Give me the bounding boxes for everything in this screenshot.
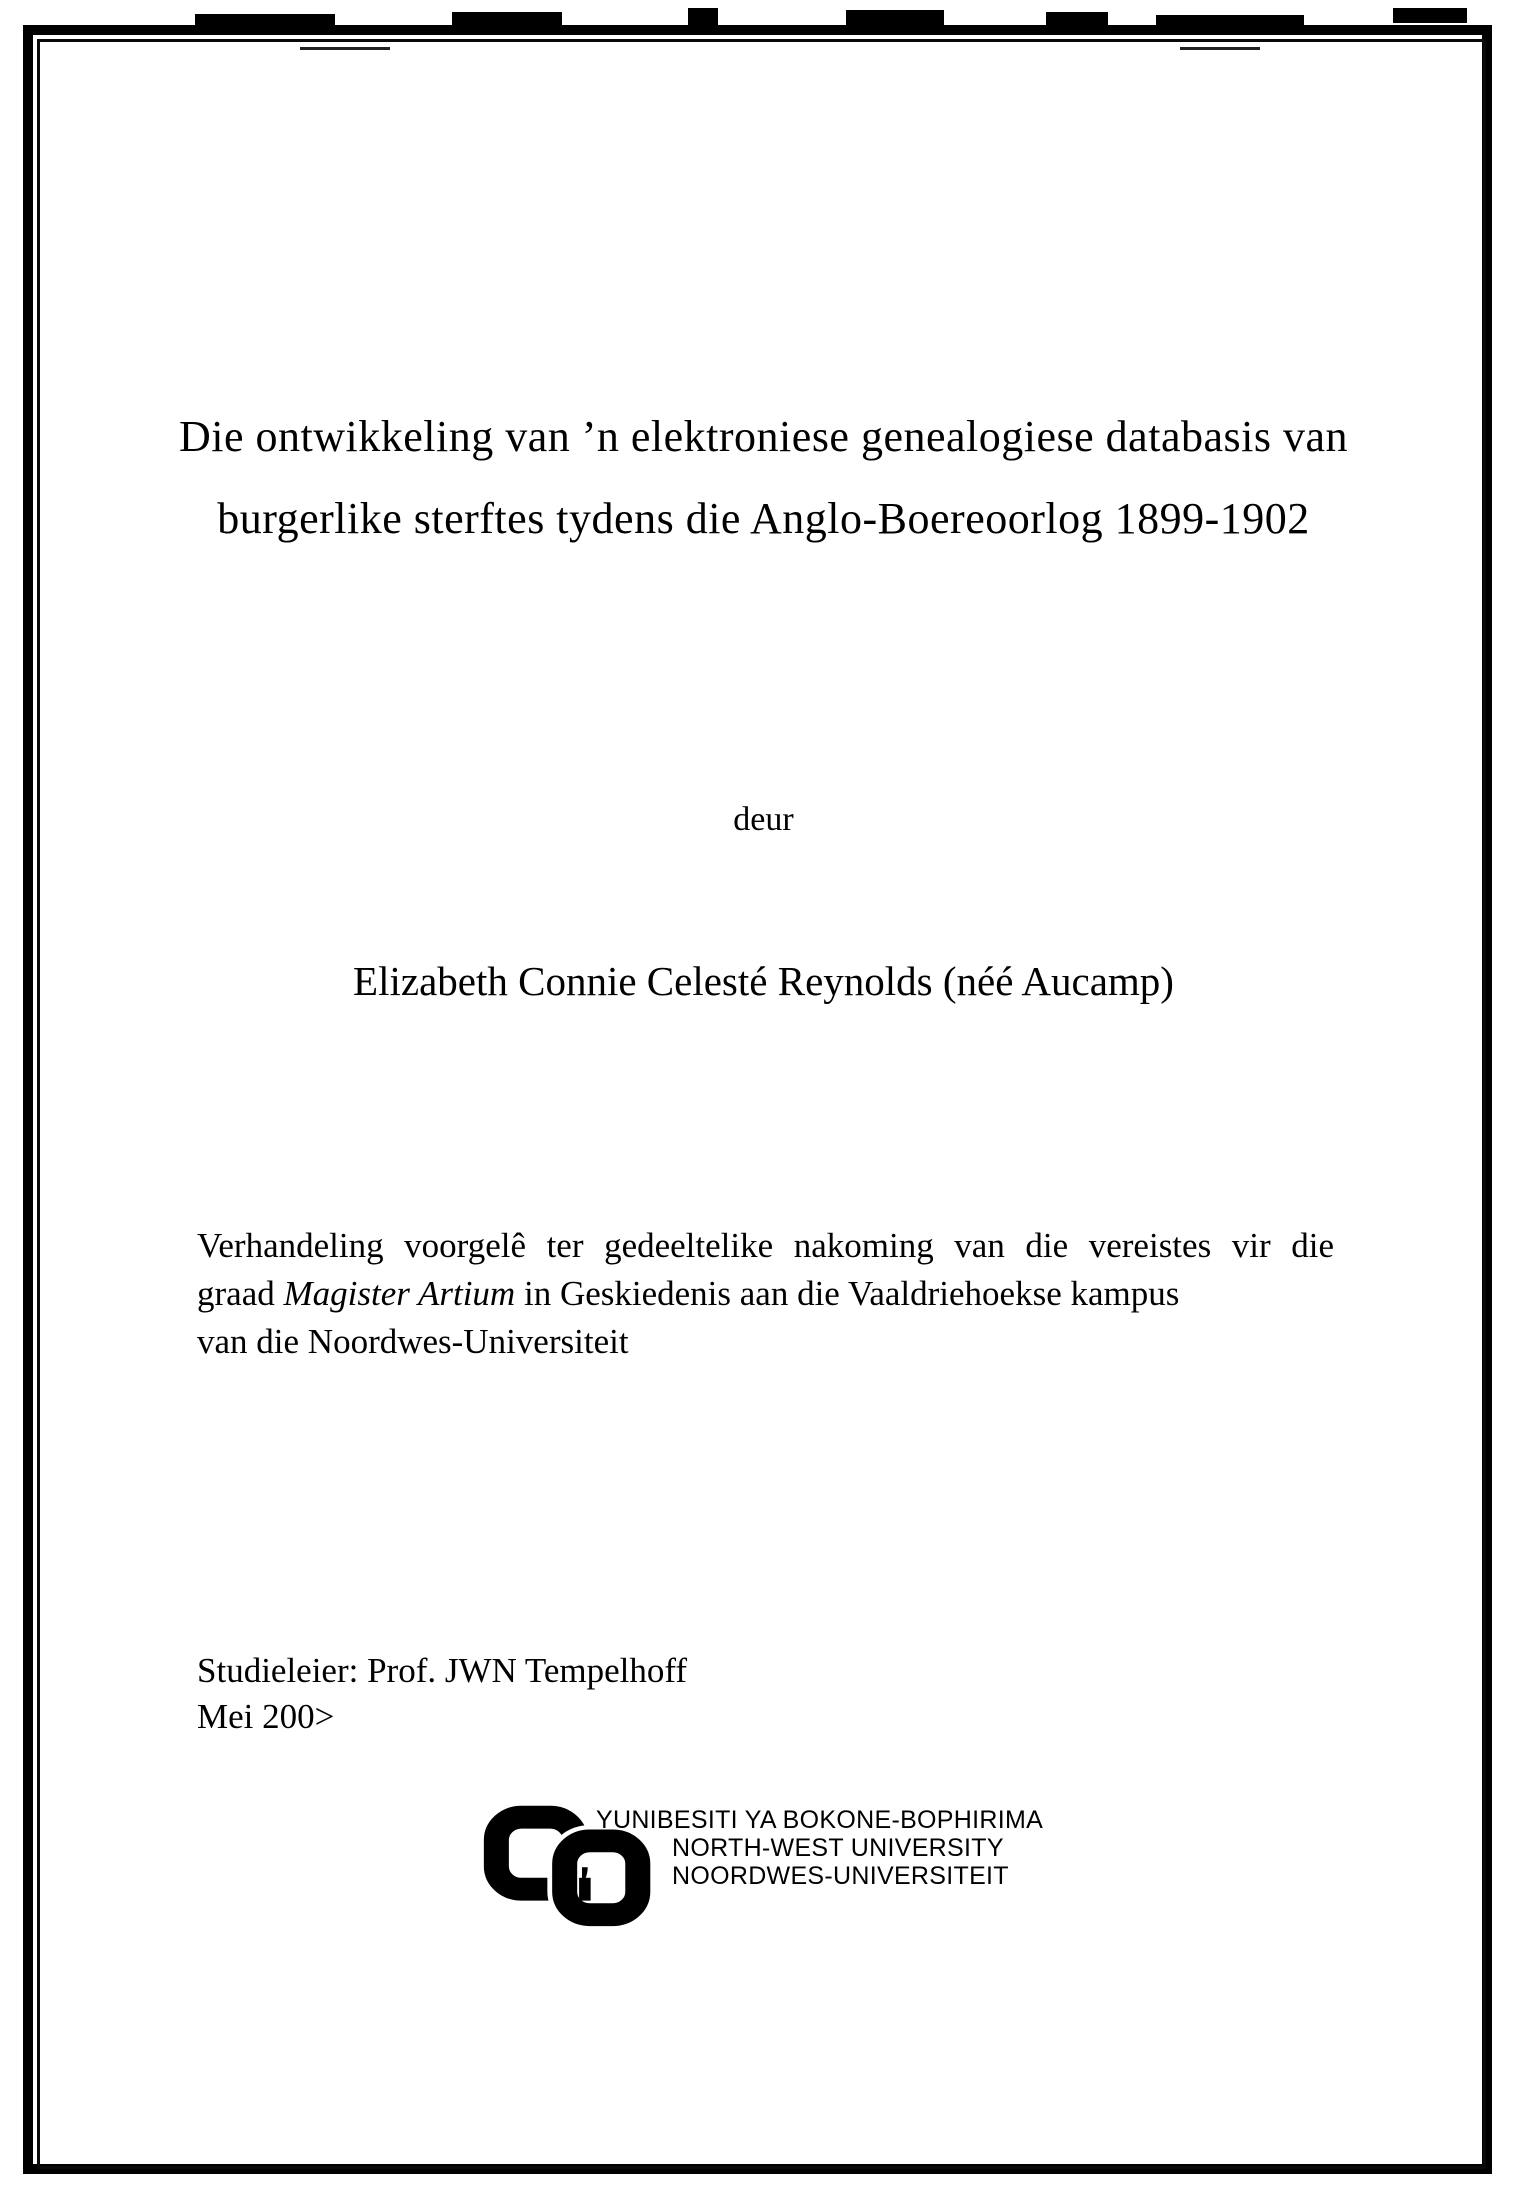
statement-line-2-prefix: graad	[197, 1274, 284, 1313]
statement-line-2	[197, 1270, 1334, 1318]
scan-artifact	[846, 10, 944, 26]
statement-line-2-suffix: in Geskiedenis aan die Vaaldriehoekse kampus	[515, 1274, 1180, 1313]
logo-line-english: NORTH-WEST UNIVERSITY	[672, 1834, 1004, 1862]
scan-artifact	[1393, 8, 1467, 23]
logo-line-afrikaans: NOORDWES-UNIVERSITEIT	[672, 1862, 1009, 1890]
statement-line-1: Verhandeling voorgelê ter gedeeltelike nakoming van die vereistes vir die	[197, 1226, 1334, 1265]
scan-artifact	[688, 8, 718, 26]
author-name: Elizabeth Connie Celesté Reynolds (néé Aucamp)	[353, 958, 1174, 1004]
supervisor-line: Studieleier: Prof. JWN Tempelhoff	[197, 1651, 688, 1690]
statement-line-3: van die Noordwes-Universiteit	[197, 1322, 629, 1361]
logo-text	[596, 1806, 1043, 1890]
scan-artifact	[452, 12, 562, 26]
scan-artifact	[1046, 12, 1108, 26]
date-line: Mei 200>	[197, 1697, 335, 1736]
logo-line-setswana: YUNIBESITI YA BOKONE-BOPHIRIMA	[596, 1806, 1044, 1834]
thesis-title	[90, 396, 1437, 560]
magister-artium-italic: Magister Artium	[283, 1274, 516, 1313]
title-line-1: Die ontwikkeling van ’n elektroniese genealogiese databasis van	[178, 412, 1348, 461]
title-line-2: burgerlike sterftes tydens die Anglo-Boereoorlog 1899-1902	[217, 494, 1310, 543]
degree-statement	[197, 1222, 1334, 1366]
byline-deur: deur	[733, 801, 794, 838]
supervisor-block	[197, 1648, 687, 1740]
